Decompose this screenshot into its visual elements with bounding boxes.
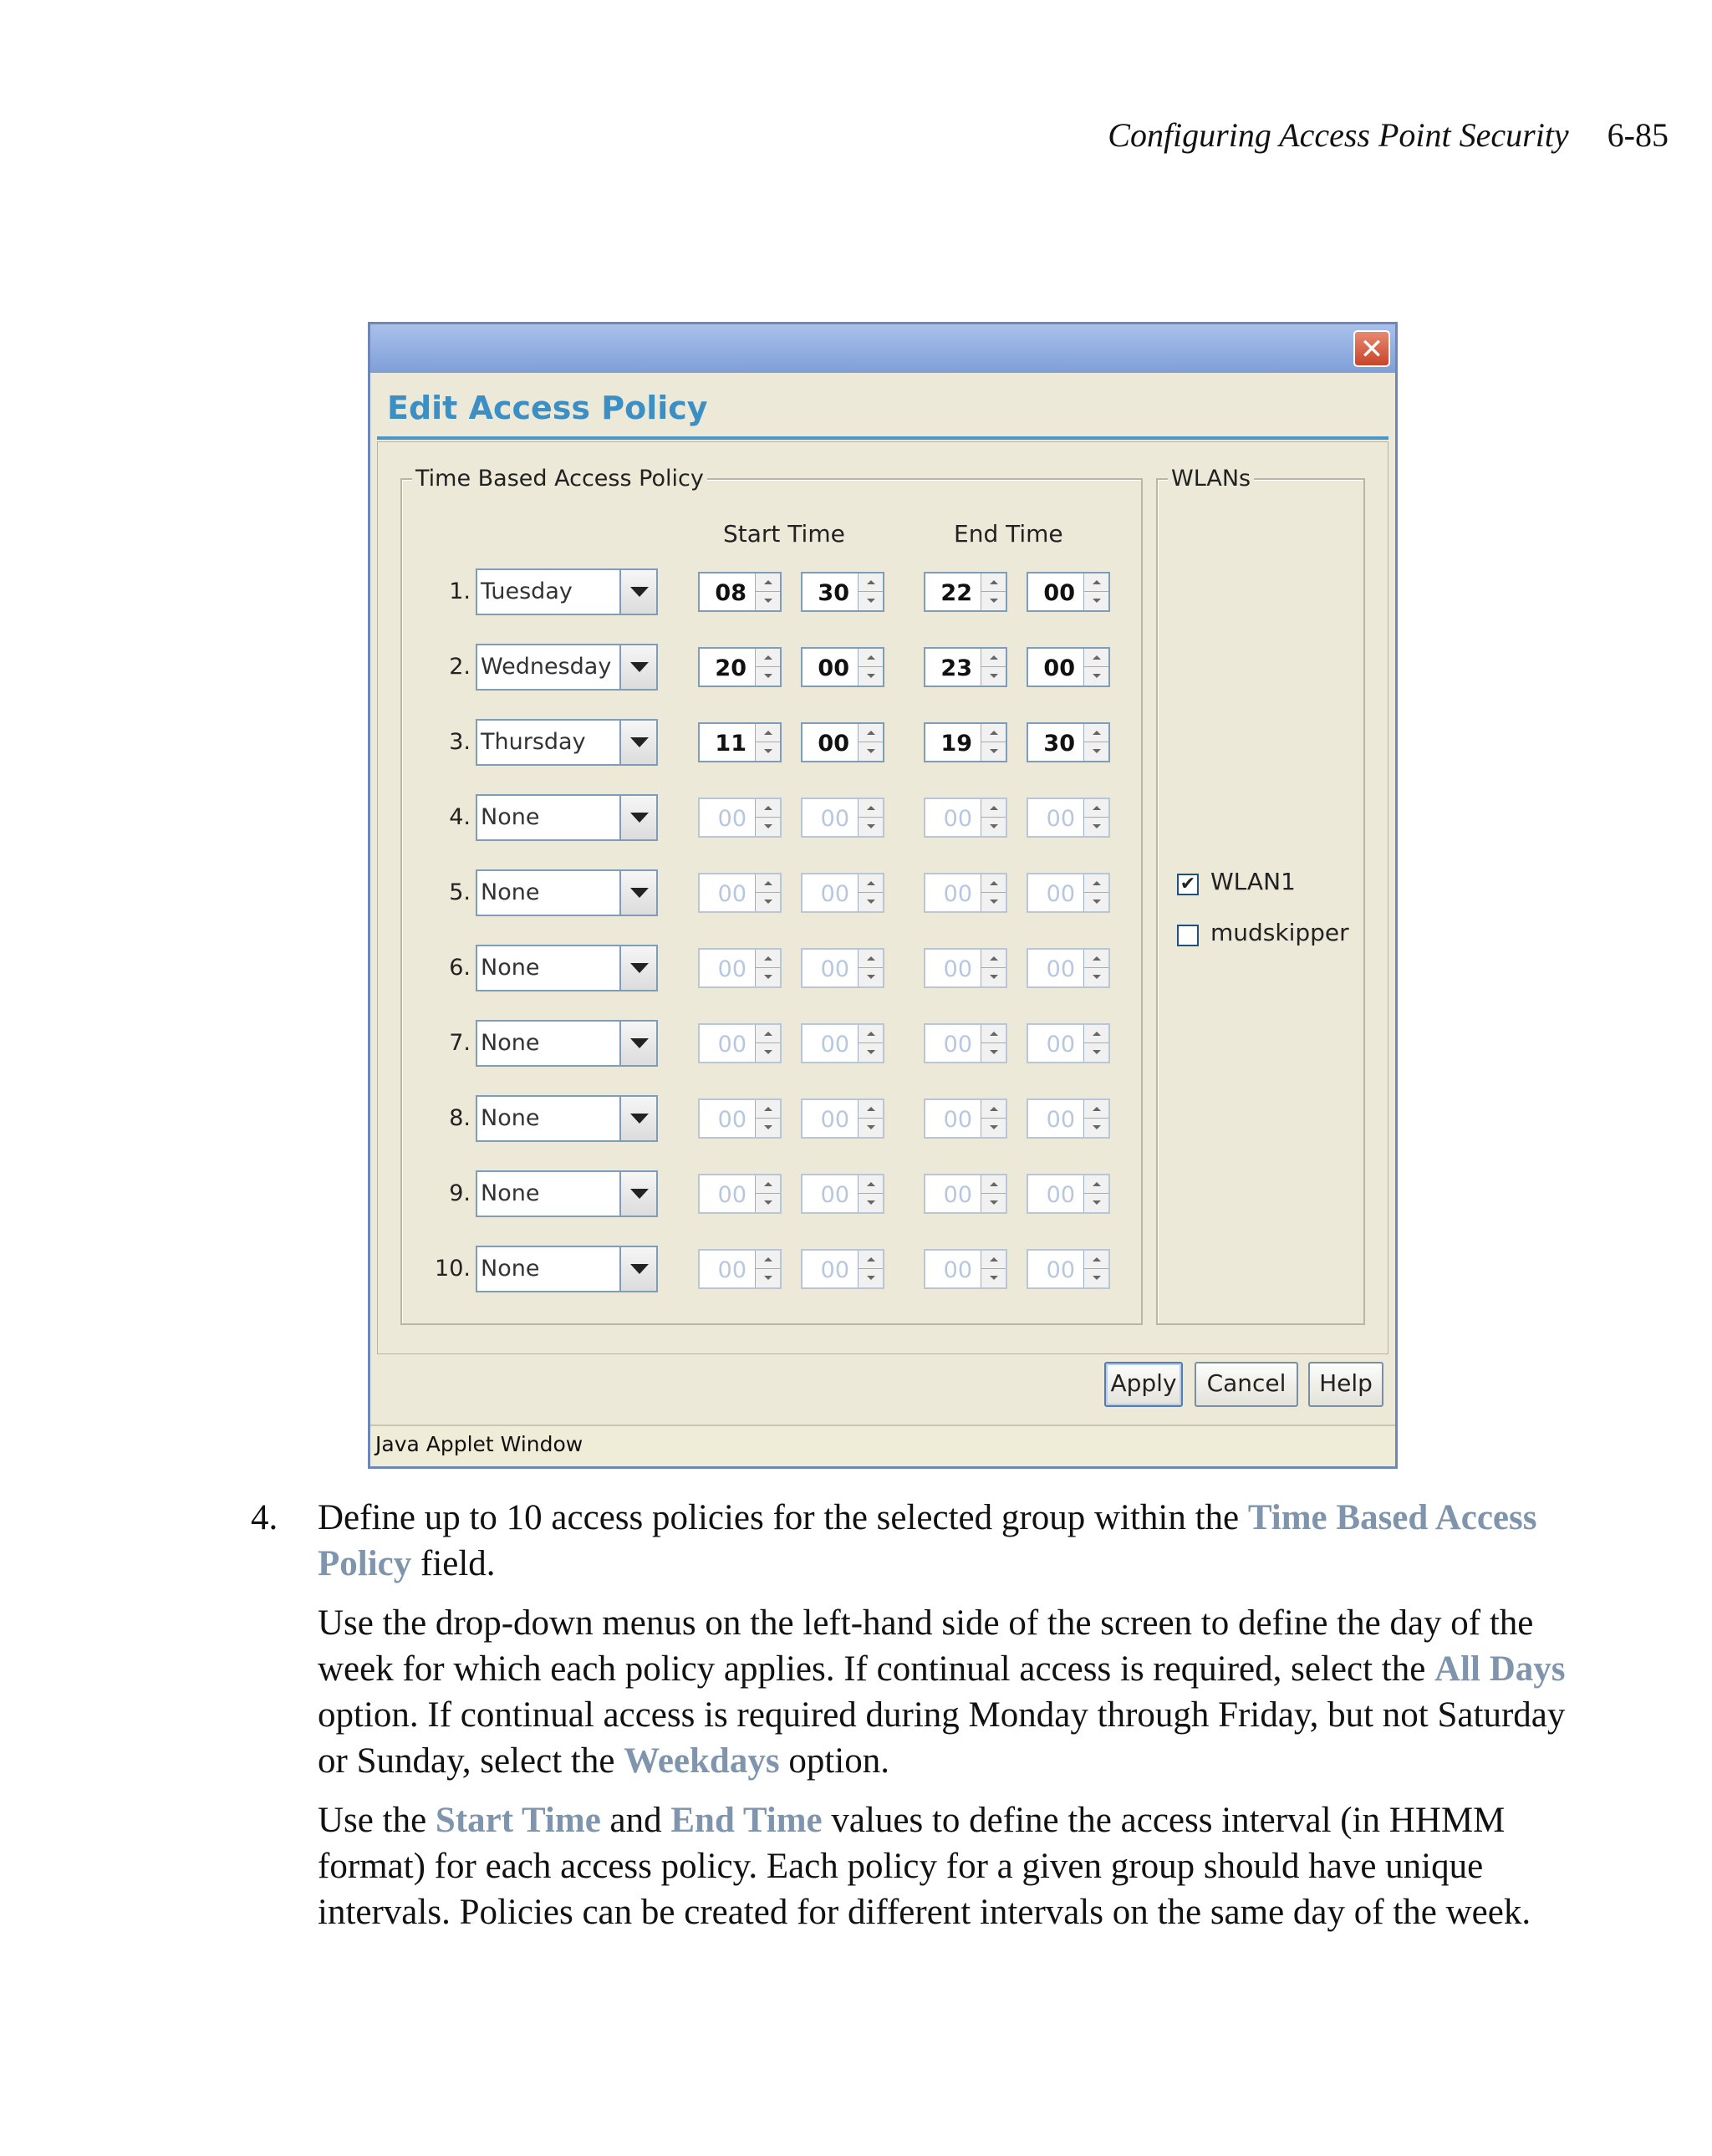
chevron-down-icon[interactable]	[981, 667, 1006, 685]
spinner-buttons	[858, 649, 883, 686]
spinner-value: 00	[1043, 580, 1075, 606]
dialog-title: Edit Access Policy	[387, 390, 708, 426]
start-h-spinner-7[interactable]	[698, 1023, 782, 1063]
apply-button[interactable]: Apply	[1104, 1362, 1183, 1407]
spinner-value: 00	[1046, 1182, 1075, 1208]
chevron-up-icon[interactable]	[859, 950, 883, 968]
spinner-buttons	[755, 950, 780, 986]
start-h-spinner-10[interactable]	[698, 1249, 782, 1289]
chevron-down-icon[interactable]	[756, 968, 780, 986]
p3-text-mid: and	[600, 1801, 671, 1840]
chevron-up-icon[interactable]	[859, 1175, 883, 1194]
chevron-down-icon[interactable]	[756, 742, 780, 760]
end-m-spinner-5[interactable]	[1027, 873, 1110, 913]
chevron-down-icon[interactable]	[981, 1194, 1006, 1211]
start-h-spinner-6[interactable]	[698, 948, 782, 988]
policy-number-6: 6.	[449, 955, 471, 981]
policy-number-4: 4.	[449, 804, 471, 830]
end-m-spinner-2[interactable]	[1027, 647, 1110, 687]
chevron-down-icon[interactable]	[981, 1269, 1006, 1287]
day-dropdown-value: None	[481, 1105, 540, 1131]
start-m-spinner-9[interactable]	[801, 1174, 884, 1214]
spinner-buttons	[981, 1175, 1006, 1212]
chevron-up-icon[interactable]	[1084, 1025, 1108, 1043]
spinner-value: 22	[940, 580, 972, 606]
spinner-buttons	[755, 649, 780, 686]
edit-access-policy-window	[368, 322, 1398, 1469]
spinner-buttons	[981, 950, 1006, 986]
spinner-value: 00	[1046, 1032, 1075, 1058]
end-h-spinner-4[interactable]	[924, 798, 1007, 838]
end-m-spinner-3[interactable]	[1027, 722, 1110, 762]
chevron-down-icon[interactable]	[619, 1022, 656, 1065]
start-m-spinner-7[interactable]	[801, 1023, 884, 1063]
start-m-spinner-5[interactable]	[801, 873, 884, 913]
spinner-buttons	[1083, 649, 1108, 686]
chevron-up-icon[interactable]	[1084, 950, 1108, 968]
start-h-spinner-8[interactable]	[698, 1098, 782, 1139]
spinner-buttons	[755, 1025, 780, 1062]
spinner-buttons	[858, 1100, 883, 1137]
chevron-down-icon[interactable]	[756, 893, 780, 910]
spinner-buttons	[981, 874, 1006, 911]
end-h-spinner-5[interactable]	[924, 873, 1007, 913]
spinner-buttons	[981, 799, 1006, 836]
wlans-group-label: WLANs	[1168, 466, 1254, 492]
page-header	[1108, 115, 1669, 155]
help-button[interactable]: Help	[1308, 1362, 1383, 1407]
spinner-buttons	[755, 724, 780, 761]
end-h-spinner-2[interactable]	[924, 647, 1007, 687]
spinner-value: 00	[943, 1032, 972, 1058]
wlan-label-wlan1: WLAN1	[1210, 868, 1296, 895]
chevron-down-icon[interactable]	[859, 1194, 883, 1211]
chevron-down-icon[interactable]	[756, 1194, 780, 1211]
chevron-up-icon[interactable]	[859, 573, 883, 592]
spinner-buttons	[858, 799, 883, 836]
start-m-spinner-1[interactable]	[801, 572, 884, 612]
start-h-spinner-9[interactable]	[698, 1174, 782, 1214]
chevron-up-icon[interactable]	[981, 724, 1006, 742]
spinner-buttons	[1083, 874, 1108, 911]
chevron-down-icon[interactable]	[981, 592, 1006, 609]
chevron-down-icon[interactable]	[859, 592, 883, 609]
spinner-value: 00	[1046, 1257, 1075, 1283]
chevron-up-icon[interactable]	[981, 874, 1006, 893]
end-m-spinner-10[interactable]	[1027, 1249, 1110, 1289]
spinner-value: 00	[820, 1257, 849, 1283]
chevron-up-icon[interactable]	[756, 874, 780, 893]
spinner-value: 00	[820, 1107, 849, 1133]
end-m-spinner-7[interactable]	[1027, 1023, 1110, 1063]
chevron-down-icon[interactable]	[756, 818, 780, 835]
chevron-down-icon[interactable]	[981, 1043, 1006, 1061]
spinner-buttons	[1083, 799, 1108, 836]
spinner-value: 00	[820, 956, 849, 982]
spinner-buttons	[755, 1251, 780, 1287]
p2-highlight-all-days: All Days	[1434, 1649, 1566, 1689]
spinner-value: 00	[717, 881, 746, 907]
chevron-down-icon[interactable]	[859, 1119, 883, 1136]
policy-number-5: 5.	[449, 879, 471, 905]
spinner-value: 00	[820, 1032, 849, 1058]
day-dropdown-value: None	[481, 1030, 540, 1056]
chevron-down-icon[interactable]	[1084, 1119, 1108, 1136]
p3-highlight-start-time: Start Time	[435, 1801, 601, 1840]
chevron-up-icon[interactable]	[859, 649, 883, 667]
day-dropdown-4[interactable]	[476, 794, 658, 841]
chevron-up-icon[interactable]	[756, 724, 780, 742]
start-h-spinner-4[interactable]	[698, 798, 782, 838]
chevron-down-icon[interactable]	[619, 721, 656, 764]
spinner-buttons	[755, 874, 780, 911]
day-dropdown-value: None	[481, 804, 540, 830]
start-m-spinner-6[interactable]	[801, 948, 884, 988]
wlan-label-mudskipper: mudskipper	[1210, 919, 1349, 946]
day-dropdown-3[interactable]	[476, 719, 658, 766]
start-time-header: Start Time	[723, 520, 845, 548]
spinner-buttons	[1083, 950, 1108, 986]
chevron-up-icon[interactable]	[1084, 1100, 1108, 1119]
chevron-up-icon[interactable]	[756, 573, 780, 592]
day-dropdown-6[interactable]	[476, 945, 658, 991]
day-dropdown-value: Thursday	[481, 729, 586, 755]
end-h-spinner-10[interactable]	[924, 1249, 1007, 1289]
policy-number-8: 8.	[449, 1105, 471, 1131]
paragraph-1	[318, 1495, 1588, 1587]
day-dropdown-value: Wednesday	[481, 654, 612, 680]
chevron-down-icon[interactable]	[619, 946, 656, 990]
step-number: 4.	[251, 1498, 278, 1537]
chevron-up-icon[interactable]	[1084, 649, 1108, 667]
end-h-spinner-9[interactable]	[924, 1174, 1007, 1214]
chevron-down-icon[interactable]	[1084, 592, 1108, 609]
window-titlebar[interactable]	[370, 324, 1395, 373]
p2-text-end: option.	[779, 1741, 889, 1781]
chevron-up-icon[interactable]	[859, 799, 883, 818]
p3-text-end: values to define the access interval (in HHMM format) for each access policy. Each policy for a given group should have unique intervals. Policies can be created for different intervals on the same day of the week.	[318, 1801, 1531, 1932]
spinner-buttons	[858, 950, 883, 986]
chevron-down-icon[interactable]	[981, 968, 1006, 986]
day-dropdown-9[interactable]	[476, 1170, 658, 1217]
chevron-up-icon[interactable]	[1084, 874, 1108, 893]
day-dropdown-value: Tuesday	[481, 579, 573, 604]
start-h-spinner-5[interactable]	[698, 873, 782, 913]
start-h-spinner-1[interactable]	[698, 572, 782, 612]
spinner-value: 00	[943, 1182, 972, 1208]
chevron-down-icon[interactable]	[619, 1247, 656, 1291]
chevron-up-icon[interactable]	[1084, 573, 1108, 592]
spinner-value: 00	[717, 1257, 746, 1283]
spinner-buttons	[1083, 1100, 1108, 1137]
day-dropdown-value: None	[481, 879, 540, 905]
end-m-spinner-6[interactable]	[1027, 948, 1110, 988]
chevron-down-icon[interactable]	[619, 1172, 656, 1216]
start-m-spinner-4[interactable]	[801, 798, 884, 838]
status-bar: Java Applet Window	[370, 1425, 1395, 1466]
day-dropdown-value: None	[481, 955, 540, 981]
chevron-down-icon[interactable]	[1084, 1269, 1108, 1287]
chevron-up-icon[interactable]	[981, 1251, 1006, 1269]
spinner-buttons	[755, 573, 780, 610]
spinner-value: 00	[820, 806, 849, 832]
chevron-down-icon[interactable]	[1084, 1043, 1108, 1061]
spinner-buttons	[981, 724, 1006, 761]
spinner-value: 00	[1046, 806, 1075, 832]
spinner-value: 30	[1043, 731, 1075, 757]
chevron-up-icon[interactable]	[756, 950, 780, 968]
spinner-value: 00	[1043, 655, 1075, 681]
cancel-button[interactable]: Cancel	[1195, 1362, 1298, 1407]
chevron-down-icon[interactable]	[756, 1043, 780, 1061]
chevron-down-icon[interactable]	[619, 1097, 656, 1140]
chevron-up-icon[interactable]	[859, 724, 883, 742]
chevron-up-icon[interactable]	[756, 1100, 780, 1119]
spinner-buttons	[755, 799, 780, 836]
spinner-value: 20	[715, 655, 746, 681]
chevron-up-icon[interactable]	[756, 799, 780, 818]
chevron-down-icon[interactable]	[981, 818, 1006, 835]
p1-text-end: field.	[411, 1544, 496, 1583]
spinner-value: 00	[717, 1032, 746, 1058]
p2-text: Use the drop-down menus on the left-hand side of the screen to define the day of the week for which each policy applies. If continual access is required, select the	[318, 1603, 1534, 1689]
chevron-down-icon[interactable]	[756, 592, 780, 609]
chevron-up-icon[interactable]	[981, 1025, 1006, 1043]
spinner-value: 00	[1046, 956, 1075, 982]
chevron-down-icon[interactable]	[981, 742, 1006, 760]
chevron-down-icon[interactable]	[1084, 893, 1108, 910]
paragraph-2	[318, 1600, 1588, 1784]
policy-number-2: 2.	[449, 654, 471, 680]
end-h-spinner-8[interactable]	[924, 1098, 1007, 1139]
p2-text-mid: option. If continual access is required during Monday through Friday, but not Saturday or Sunday, select the	[318, 1695, 1566, 1781]
spinner-buttons	[858, 724, 883, 761]
spinner-value: 00	[717, 1182, 746, 1208]
spinner-value: 00	[818, 731, 849, 757]
spinner-buttons	[1083, 573, 1108, 610]
chevron-down-icon[interactable]	[1084, 968, 1108, 986]
spinner-value: 00	[820, 1182, 849, 1208]
chevron-up-icon[interactable]	[981, 573, 1006, 592]
section-title: Configuring Access Point Security	[1108, 116, 1569, 154]
start-m-spinner-2[interactable]	[801, 647, 884, 687]
day-dropdown-10[interactable]	[476, 1246, 658, 1292]
p3-highlight-end-time: End Time	[670, 1801, 823, 1840]
policy-number-3: 3.	[449, 729, 471, 755]
spinner-value: 00	[943, 881, 972, 907]
policy-number-1: 1.	[449, 579, 471, 604]
chevron-up-icon[interactable]	[981, 799, 1006, 818]
chevron-up-icon[interactable]	[1084, 724, 1108, 742]
chevron-down-icon[interactable]	[859, 818, 883, 835]
day-dropdown-value: None	[481, 1180, 540, 1206]
mudskipper-checkbox[interactable]	[1177, 925, 1199, 946]
start-m-spinner-3[interactable]	[801, 722, 884, 762]
chevron-down-icon[interactable]	[859, 1043, 883, 1061]
chevron-up-icon[interactable]	[756, 649, 780, 667]
end-h-spinner-7[interactable]	[924, 1023, 1007, 1063]
chevron-up-icon[interactable]	[1084, 799, 1108, 818]
spinner-buttons	[858, 573, 883, 610]
chevron-down-icon[interactable]	[756, 1269, 780, 1287]
chevron-down-icon[interactable]	[859, 968, 883, 986]
wlans-group	[1156, 466, 1365, 1325]
chevron-up-icon[interactable]	[859, 874, 883, 893]
chevron-up-icon[interactable]	[981, 649, 1006, 667]
spinner-value: 00	[818, 655, 849, 681]
chevron-down-icon[interactable]	[859, 667, 883, 685]
chevron-down-icon[interactable]	[859, 1269, 883, 1287]
chevron-up-icon[interactable]	[859, 1100, 883, 1119]
chevron-up-icon[interactable]	[981, 1100, 1006, 1119]
wlan1-checkbox[interactable]: ✔	[1177, 874, 1199, 895]
day-dropdown-5[interactable]	[476, 869, 658, 916]
chevron-down-icon[interactable]	[756, 667, 780, 685]
policy-number-9: 9.	[449, 1180, 471, 1206]
title-divider	[377, 436, 1388, 440]
spinner-buttons	[858, 874, 883, 911]
policy-group-label: Time Based Access Policy	[412, 466, 707, 492]
day-dropdown-2[interactable]	[476, 644, 658, 691]
spinner-value: 00	[943, 956, 972, 982]
spinner-value: 19	[940, 731, 972, 757]
spinner-value: 00	[717, 1107, 746, 1133]
chevron-down-icon[interactable]	[1084, 818, 1108, 835]
end-m-spinner-9[interactable]	[1027, 1174, 1110, 1214]
day-dropdown-8[interactable]	[476, 1095, 658, 1142]
spinner-buttons	[1083, 1175, 1108, 1212]
page-number: 6-85	[1607, 116, 1669, 154]
chevron-down-icon[interactable]	[859, 893, 883, 910]
chevron-up-icon[interactable]	[981, 950, 1006, 968]
spinner-value: 08	[715, 580, 746, 606]
start-h-spinner-2[interactable]	[698, 647, 782, 687]
chevron-up-icon[interactable]	[756, 1251, 780, 1269]
end-m-spinner-1[interactable]	[1027, 572, 1110, 612]
day-dropdown-7[interactable]	[476, 1020, 658, 1067]
p1-highlight: Time Based Access Policy	[318, 1498, 1537, 1583]
chevron-down-icon[interactable]	[619, 645, 656, 689]
end-time-header: End Time	[954, 520, 1063, 548]
spinner-value: 00	[717, 806, 746, 832]
spinner-buttons	[981, 573, 1006, 610]
end-h-spinner-3[interactable]	[924, 722, 1007, 762]
spinner-buttons	[858, 1251, 883, 1287]
chevron-up-icon[interactable]	[756, 1025, 780, 1043]
chevron-up-icon[interactable]	[1084, 1251, 1108, 1269]
spinner-buttons	[1083, 724, 1108, 761]
start-h-spinner-3[interactable]	[698, 722, 782, 762]
chevron-up-icon[interactable]	[981, 1175, 1006, 1194]
p1-text: Define up to 10 access policies for the selected group within the	[318, 1498, 1248, 1537]
p2-highlight-weekdays: Weekdays	[624, 1741, 780, 1781]
chevron-up-icon[interactable]	[859, 1251, 883, 1269]
chevron-down-icon[interactable]	[981, 1119, 1006, 1136]
spinner-value: 00	[717, 956, 746, 982]
spinner-value: 00	[943, 1107, 972, 1133]
spinner-buttons	[858, 1025, 883, 1062]
end-m-spinner-8[interactable]	[1027, 1098, 1110, 1139]
spinner-buttons	[981, 1251, 1006, 1287]
spinner-value: 00	[1046, 1107, 1075, 1133]
spinner-value: 00	[820, 881, 849, 907]
spinner-buttons	[981, 649, 1006, 686]
chevron-down-icon[interactable]	[1084, 1194, 1108, 1211]
close-icon[interactable]: ✕	[1353, 330, 1390, 367]
chevron-down-icon[interactable]	[756, 1119, 780, 1136]
chevron-up-icon[interactable]	[756, 1175, 780, 1194]
end-h-spinner-6[interactable]	[924, 948, 1007, 988]
day-dropdown-1[interactable]	[476, 568, 658, 615]
policy-number-10: 10.	[435, 1256, 471, 1282]
start-m-spinner-8[interactable]	[801, 1098, 884, 1139]
chevron-down-icon[interactable]	[1084, 742, 1108, 760]
spinner-buttons	[755, 1175, 780, 1212]
spinner-value: 00	[943, 806, 972, 832]
end-h-spinner-1[interactable]	[924, 572, 1007, 612]
chevron-down-icon[interactable]	[619, 570, 656, 614]
spinner-buttons	[858, 1175, 883, 1212]
p3-text: Use the	[318, 1801, 436, 1840]
start-m-spinner-10[interactable]	[801, 1249, 884, 1289]
chevron-down-icon[interactable]	[1084, 667, 1108, 685]
paragraph-3	[318, 1797, 1588, 1935]
chevron-down-icon[interactable]	[981, 893, 1006, 910]
chevron-down-icon[interactable]	[619, 871, 656, 915]
chevron-down-icon[interactable]	[619, 796, 656, 839]
spinner-buttons	[755, 1100, 780, 1137]
chevron-down-icon[interactable]	[859, 742, 883, 760]
spinner-buttons	[981, 1100, 1006, 1137]
spinner-value: 30	[818, 580, 849, 606]
day-dropdown-value: None	[481, 1256, 540, 1282]
spinner-buttons	[981, 1025, 1006, 1062]
spinner-value: 23	[940, 655, 972, 681]
spinner-value: 00	[1046, 881, 1075, 907]
spinner-buttons	[1083, 1251, 1108, 1287]
spinner-value: 11	[715, 731, 746, 757]
end-m-spinner-4[interactable]	[1027, 798, 1110, 838]
spinner-value: 00	[943, 1257, 972, 1283]
policy-number-7: 7.	[449, 1030, 471, 1056]
chevron-up-icon[interactable]	[1084, 1175, 1108, 1194]
spinner-buttons	[1083, 1025, 1108, 1062]
chevron-up-icon[interactable]	[859, 1025, 883, 1043]
